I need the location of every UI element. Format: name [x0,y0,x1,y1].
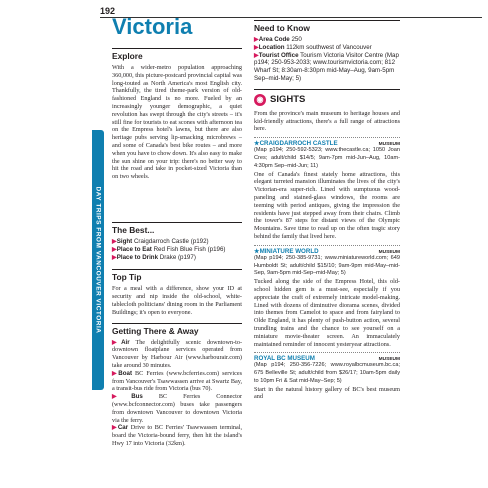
need-item: ▶Tourist Office Tourism Victoria Visitor Centre (Map p194; 250-953-2033; www.tourismvictoria.com; 812 Wharf St; 8:30am-8:30pm mid-May–Aug, 9am-5pm Sep–mid-May; 5) [254,51,399,82]
sights-heading: SIGHTS [270,94,306,106]
best-list [112,238,242,261]
listing-type: MUSEUM [378,249,400,255]
explore-heading: Explore [112,48,242,61]
title-block [112,14,192,40]
need-item: ▶Area Code 250 [254,36,302,43]
need-item: ▶Location 112km southwest of Vancouver [254,43,372,51]
best-item: ▶Place to Drink Drake (p197) [112,253,196,261]
section-side-tab [92,130,104,390]
sights-intro: From the province's main museum to heritage houses and kid-friendly attractions, there's a full range of attractions here. [254,109,400,133]
sights-title [254,89,400,106]
side-tab-label: DAY TRIPS FROM VANCOUVER VICTORIA [94,186,102,334]
right-column [254,20,400,401]
listing-type: MUSEUM [378,142,400,148]
page-title: Victoria [112,14,193,39]
need-to-know-heading: Need to Know [254,20,400,33]
listing-text: Tucked along the side of the Empress Hotel, this old-school hidden gem is a must-see, especially if you appreciate the craft of extremely intricate model-making. Lined with dozens of diminutive diorama scenes, divided into themes from Camelot to space and from fairyland to Olde England, it has plenty of push-button action, several trundling trains and the chance to see yourself on a miniature movie-theater screen. An immaculately maintained reminder of innocent yesteryear attractions. [254,278,400,348]
getting-heading: Getting There & Away [112,323,242,336]
getting-item: ▶Car Drive to BC Ferries' Tsawwassen terminal, board the Victoria-bound ferry, then hit the island's Hwy 17 into Victoria (32km). [112,424,243,447]
best-item: ▶Place to Eat Red Fish Blue Fish (p196) [112,245,226,253]
left-column [112,48,242,448]
top-tip-text: For a meal with a difference, show your ID at security and nip inside the old-school, white-tablecloth politicians' dining room in the Parliament Buildings; it's open to everyone. [112,285,242,316]
listing-text: One of Canada's finest stately home attractions, this elegant turreted mansion illuminates the lives of the city's Victorian-era super-rich. Lined with sumptuous wood-paneling and stained-glass windows, the rooms are teeming with period antiques, giving the impression the residents have just stepped away from their chairs. Climb the tower's 87 steps for distant views of the Olympic Mountains. Save time to read up on the often tragic story behind the family that lived here. [254,170,400,240]
listing-details: (Map p194; 250-356-7226; www.royalbcmuseum.bc.ca; 675 Belleville St; adult/child from $26/17; 10am-5pm daily to 10pm Fri & Sat mid-May–Sep; 5) [254,362,400,384]
best-heading: The Best... [112,222,242,235]
getting-item: ▶Bus BC Ferries Connector (www.bcfconnector.com) buses take passengers from downtown Vancouver to downtown Victoria via the ferry. [112,393,242,424]
listing [254,137,400,241]
best-item: ▶Sight Craigdarroch Castle (p192) [112,238,209,245]
explore-text: With a wider-metro population approaching 360,000, this picture-postcard provincial capital was long-touted as North America's most English city. Thankfully, the tired theme-park version of old-fashioned England is no more. Fueled by an increasingly younger demographic, a quiet revolution has swept through the city's streets – it's still fine for tourists to eat scones with afternoon tea on the Empress hotel's lawns, but there are also heritage pubs serving lip-smacking microbrews – and some of Canada's best bike routes – and more when you have to chow down. It's also easy to make the sun shine on your trip: there's no better way to hit the road and take in pocket-sized Victoria than on two wheels. [112,64,242,181]
top-tip-heading: Top Tip [112,269,242,282]
star-icon: ★ [254,247,260,255]
getting-item: ▶Air The delightfully scenic downtown-to-downtown floatplane services operated from Vancouver by Harbour Air (www.harbourair.com) take around 30 minutes. [112,338,243,369]
listing [254,352,400,401]
page-number: 192 [100,6,116,16]
eye-icon: ◉ [254,94,266,106]
listing-name: ★MINIATURE WORLD [254,247,319,255]
star-icon: ★ [254,140,260,148]
listing-text: Start in the natural history gallery of BC's best museum and [254,385,400,401]
listing-type: MUSEUM [378,357,400,363]
listing-details: (Map p194; 250-385-9731; www.miniatureworld.com; 649 Humboldt St; adult/child $15/10; 9am-9pm mid-May–mid-Sep, 9am-5pm mid-Sep–mid-May; 5) [254,254,400,277]
listing-name: ROYAL BC MUSEUM [254,355,315,363]
getting-item: ▶Boat BC Ferries (www.bcferries.com) services from Vancouver's Tsawwassen arrive at Swartz Bay, a transit-bus ride from Victoria (bus 70). [112,369,242,393]
getting-list [112,339,242,448]
listing [254,245,400,349]
listing-name: ★CRAIGDARROCH CASTLE [254,140,338,148]
listing-details: (Map p194; 250-592-5323; www.thecastle.ca; 1050 Joan Cres; adult/child $14/5; 9am-7pm mid-Jun–Aug, 10am-4:30pm Sep–mid-Jun; 11) [254,147,400,169]
